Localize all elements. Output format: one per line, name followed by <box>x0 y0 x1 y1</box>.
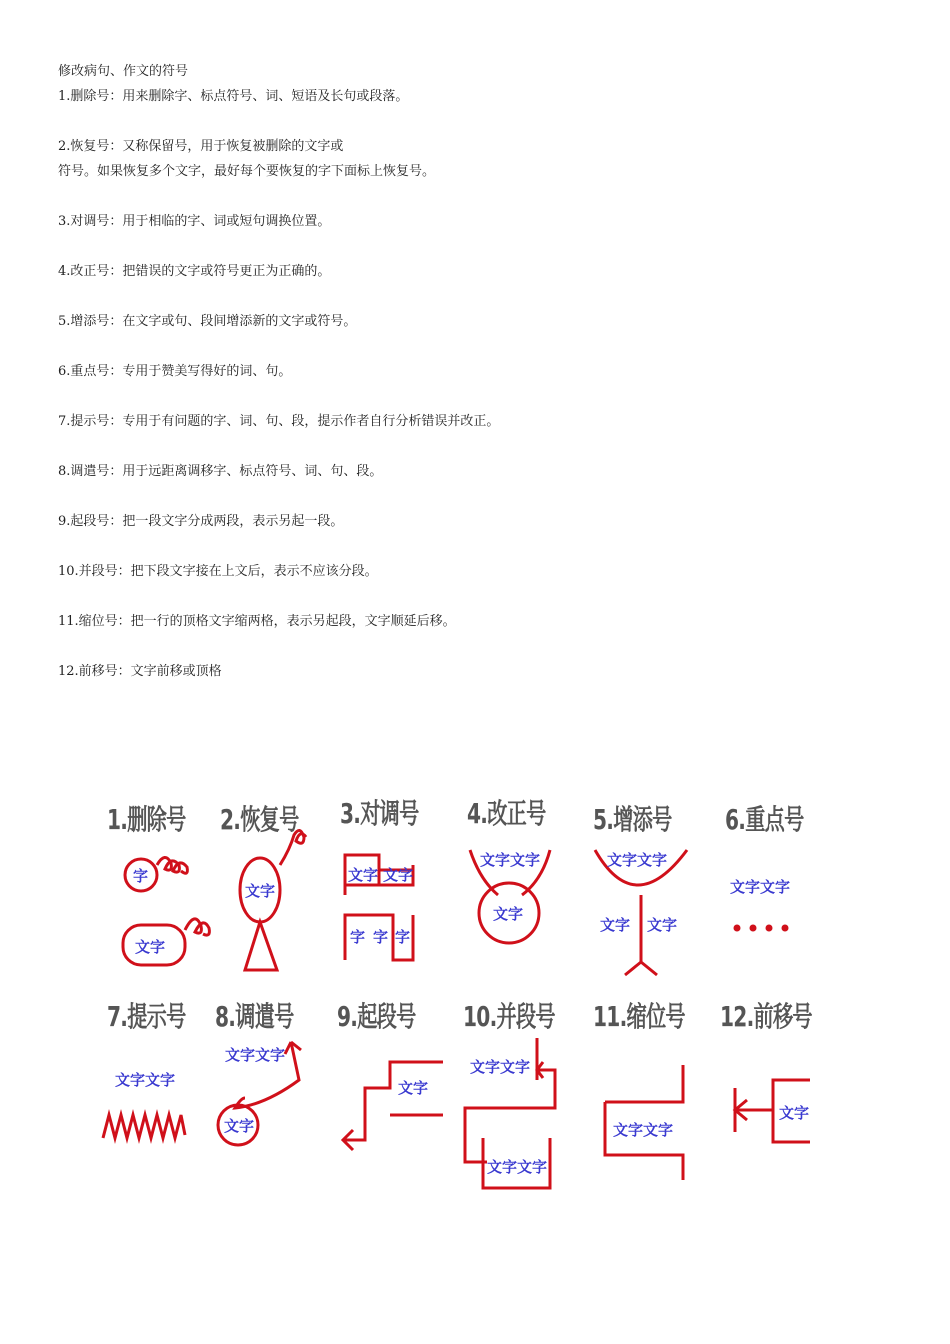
svg-text:文字: 文字 <box>493 905 524 923</box>
marks-drawing <box>95 780 830 1200</box>
paragraph-10: 10.并段号：把下段文字接在上文后，表示不应该分段。 <box>58 564 378 579</box>
correction-mark-icon <box>470 850 550 943</box>
paragraph-8: 8.调遣号：用于远距离调移字、标点符号、词、句、段。 <box>58 464 383 479</box>
hint-mark-icon <box>103 1071 185 1138</box>
deletion-mark-icon <box>123 857 209 965</box>
svg-text:文字文字: 文字文字 <box>613 1121 674 1139</box>
paragraph-3: 3.对调号：用于相临的字、词或短句调换位置。 <box>58 214 331 229</box>
svg-text:文字: 文字 <box>135 938 166 956</box>
paragraph-4: 4.改正号：把错误的文字或符号更正为正确的。 <box>58 264 331 279</box>
proofreading-marks-figure <box>95 780 830 1200</box>
svg-text:文字文字: 文字文字 <box>225 1046 286 1064</box>
svg-text:文字文字: 文字文字 <box>480 851 541 869</box>
svg-text:文字: 文字 <box>600 916 631 934</box>
mark-label-12: 12.前移号 <box>720 1000 812 1033</box>
paragraph-6: 6.重点号：专用于赞美写得好的词、句。 <box>58 364 292 379</box>
mark-label-5: 5.增添号 <box>593 803 672 836</box>
emphasis-mark-icon <box>730 878 790 932</box>
svg-text:文字: 文字 <box>398 1079 429 1097</box>
svg-text:文字文字: 文字文字 <box>470 1058 531 1076</box>
mark-label-2: 2.恢复号 <box>220 803 299 836</box>
paragraph-2b: 符号。如果恢复多个文字，最好每个要恢复的字下面标上恢复号。 <box>58 164 436 179</box>
paragraph-7: 7.提示号：专用于有问题的字、词、句、段，提示作者自行分析错误并改正。 <box>58 414 500 429</box>
mark-label-1: 1.删除号 <box>107 803 186 836</box>
swap-mark-icon <box>345 855 413 960</box>
mark-label-9: 9.起段号 <box>337 1000 416 1033</box>
paragraph-1: 1.删除号：用来删除字、标点符号、词、短语及长句或段落。 <box>58 89 409 104</box>
svg-text:字: 字 <box>373 928 389 946</box>
transfer-mark-icon <box>218 1042 301 1145</box>
paragraph-5: 5.增添号：在文字或句、段间增添新的文字或符号。 <box>58 314 357 329</box>
paragraph-12: 12.前移号：文字前移或顶格 <box>58 664 222 679</box>
paragraph-9: 9.起段号：把一段文字分成两段，表示另起一段。 <box>58 514 344 529</box>
mark-label-8: 8.调遣号 <box>215 1000 294 1033</box>
move-forward-mark-icon <box>735 1080 810 1142</box>
article-title: 修改病句、作文的符号 <box>58 64 189 79</box>
svg-text:文字: 文字 <box>245 882 276 900</box>
svg-text:字: 字 <box>395 928 411 946</box>
svg-text:文字: 文字 <box>383 866 414 884</box>
svg-text:文字: 文字 <box>348 866 379 884</box>
restore-mark-icon <box>240 830 306 970</box>
svg-text:文字: 文字 <box>647 916 678 934</box>
insertion-mark-icon <box>595 850 687 975</box>
svg-text:文字文字: 文字文字 <box>115 1071 176 1089</box>
mark-label-6: 6.重点号 <box>725 803 804 836</box>
mark-label-4: 4.改正号 <box>467 797 546 830</box>
merge-paragraph-mark-icon <box>465 1038 555 1188</box>
svg-text:文字文字: 文字文字 <box>487 1158 548 1176</box>
svg-text:文字文字: 文字文字 <box>730 878 791 896</box>
paragraph-11: 11.缩位号：把一行的顶格文字缩两格，表示另起段，文字顺延后移。 <box>58 614 456 629</box>
svg-text:字: 字 <box>350 928 366 946</box>
mark-label-3: 3.对调号 <box>340 797 419 830</box>
paragraph-2a: 2.恢复号：又称保留号，用于恢复被删除的文字或 <box>58 139 344 154</box>
svg-text:文字: 文字 <box>779 1104 810 1122</box>
mark-label-11: 11.缩位号 <box>593 1000 685 1033</box>
svg-text:文字: 文字 <box>224 1117 255 1135</box>
indent-mark-icon <box>605 1065 683 1180</box>
svg-text:文字文字: 文字文字 <box>607 851 668 869</box>
svg-text:字: 字 <box>133 867 149 885</box>
new-paragraph-mark-icon <box>343 1062 443 1150</box>
mark-label-7: 7.提示号 <box>107 1000 186 1033</box>
mark-label-10: 10.并段号 <box>463 1000 555 1033</box>
